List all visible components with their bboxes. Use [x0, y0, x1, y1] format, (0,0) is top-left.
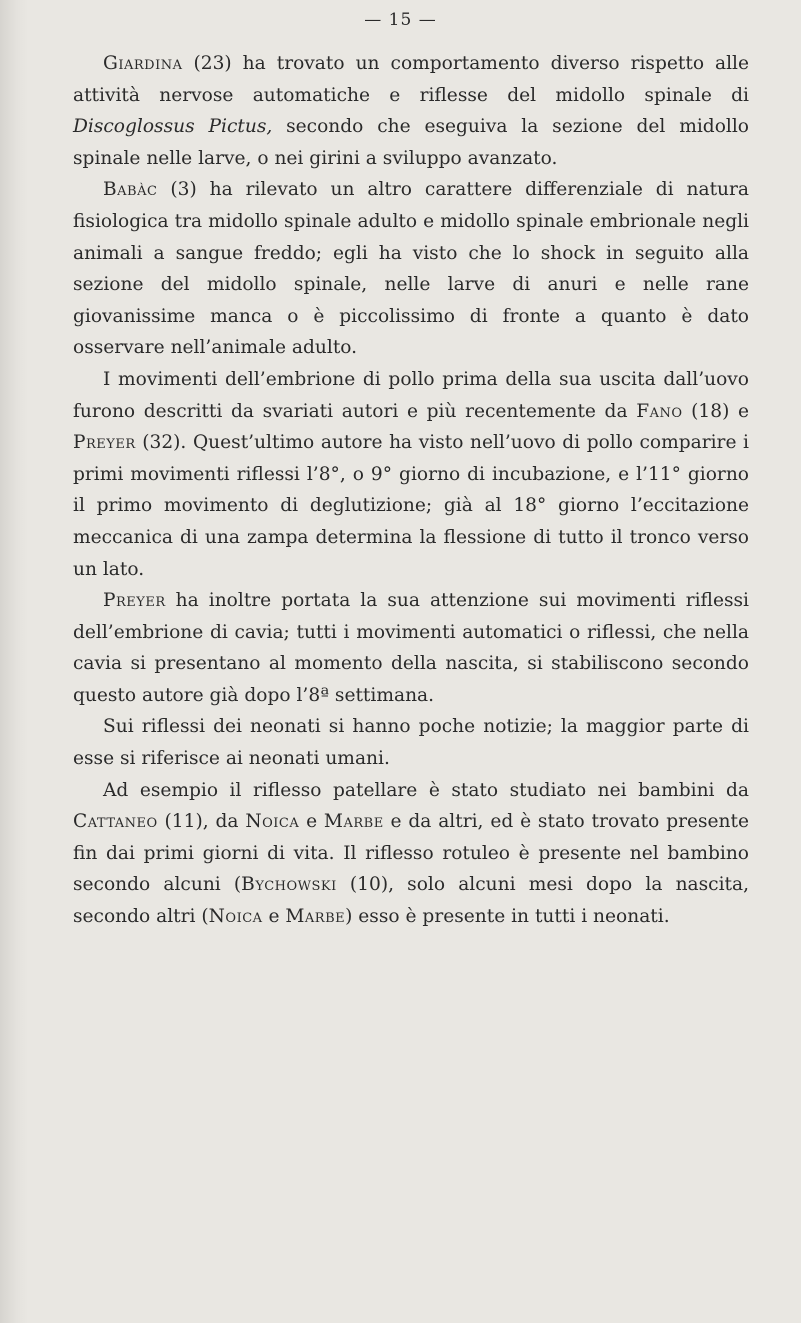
- page-number: — 15 —: [364, 10, 437, 30]
- text-run: secondo che eseguiva la sezione del midollo spinale nelle larve, o nei girini a sviluppo avanzato.: [73, 116, 749, 169]
- text-run: ) esso è presente in tutti i neonati.: [345, 906, 670, 928]
- author-name: Fano: [636, 400, 683, 422]
- author-name: Bychowski: [241, 874, 337, 896]
- text-run: Ad esempio il riflesso patellare è stato studiato nei bambini da: [103, 779, 749, 801]
- author-name: Giardina: [103, 53, 183, 74]
- body-text: [73, 48, 749, 933]
- author-name: Marbe: [285, 906, 346, 928]
- author-name: Preyer: [73, 432, 136, 454]
- author-name: Preyer: [103, 590, 166, 612]
- text-run: (11), da: [157, 811, 246, 833]
- text-run: (3) ha rilevato un altro carattere differenziale di natura fisiologica tra midollo spinale adulto e midollo spinale embrionale negli animali a sangue freddo; egli ha visto che lo shock in seguito alla sezione del midollo spinale, nelle larve di anuri e nelle rane giovanissime manca o è piccolissimo di fronte a quanto è dato osservare nell’animale adulto.: [73, 179, 749, 359]
- text-run: ha inoltre portata la sua attenzione sui movimenti riflessi dell’embrione di cavia; tutti i movimenti automatici o riflessi, che nella cavia si presentano al momento della nascita, si stabiliscono secondo questo autore già dopo l’8ª settimana.: [73, 590, 749, 706]
- author-name: Noica: [208, 906, 263, 928]
- author-name: Marbe: [323, 811, 384, 833]
- author-name: Babàc: [103, 179, 158, 201]
- paragraph-3: [73, 364, 749, 585]
- text-run: (10), solo alcuni mesi dopo la nascita, secondo altri (: [73, 874, 750, 928]
- text-run: e: [262, 906, 286, 928]
- text-run: e da altri, ed è stato trovato presente fin dai primi giorni di vita. Il riflesso rotuleo è presente nel bambino secondo alcuni (: [73, 811, 749, 896]
- author-name: Noica: [245, 811, 300, 833]
- text-run: e: [299, 811, 324, 833]
- text-run: Sui riflessi dei neonati si hanno poche notizie; la maggior parte di esse si riferisce ai neonati umani.: [73, 716, 749, 770]
- text-run: (32). Quest’ultimo autore ha visto nell’uovo di pollo comparire i primi movimenti riflessi l’8°, o 9° giorno di incubazione, e l’11° giorno il primo movimento di deglutizione; già al 18° giorno l’eccitazione meccanica di una zampa determina la flessione di tutto il tronco verso un lato.: [73, 432, 749, 580]
- paragraph-4: [73, 585, 749, 711]
- text-run: I movimenti dell’embrione di pollo prima della sua uscita dall’uovo furono descritti da svariati autori e più recentemente da: [73, 368, 749, 422]
- species-name: Discoglossus Pictus,: [73, 116, 273, 138]
- page-edge-shadow: [0, 0, 28, 1323]
- author-name: Cattaneo: [73, 811, 158, 833]
- text-run: (18) e: [682, 400, 749, 422]
- text-run: (23) ha trovato un comportamento diverso rispetto alle attività nervose automatiche e riflesse del midollo spinale di: [73, 53, 749, 106]
- paragraph-6: [73, 775, 749, 933]
- paragraph-1: [73, 48, 749, 174]
- paragraph-2: [73, 174, 749, 364]
- paragraph-5: [73, 711, 749, 774]
